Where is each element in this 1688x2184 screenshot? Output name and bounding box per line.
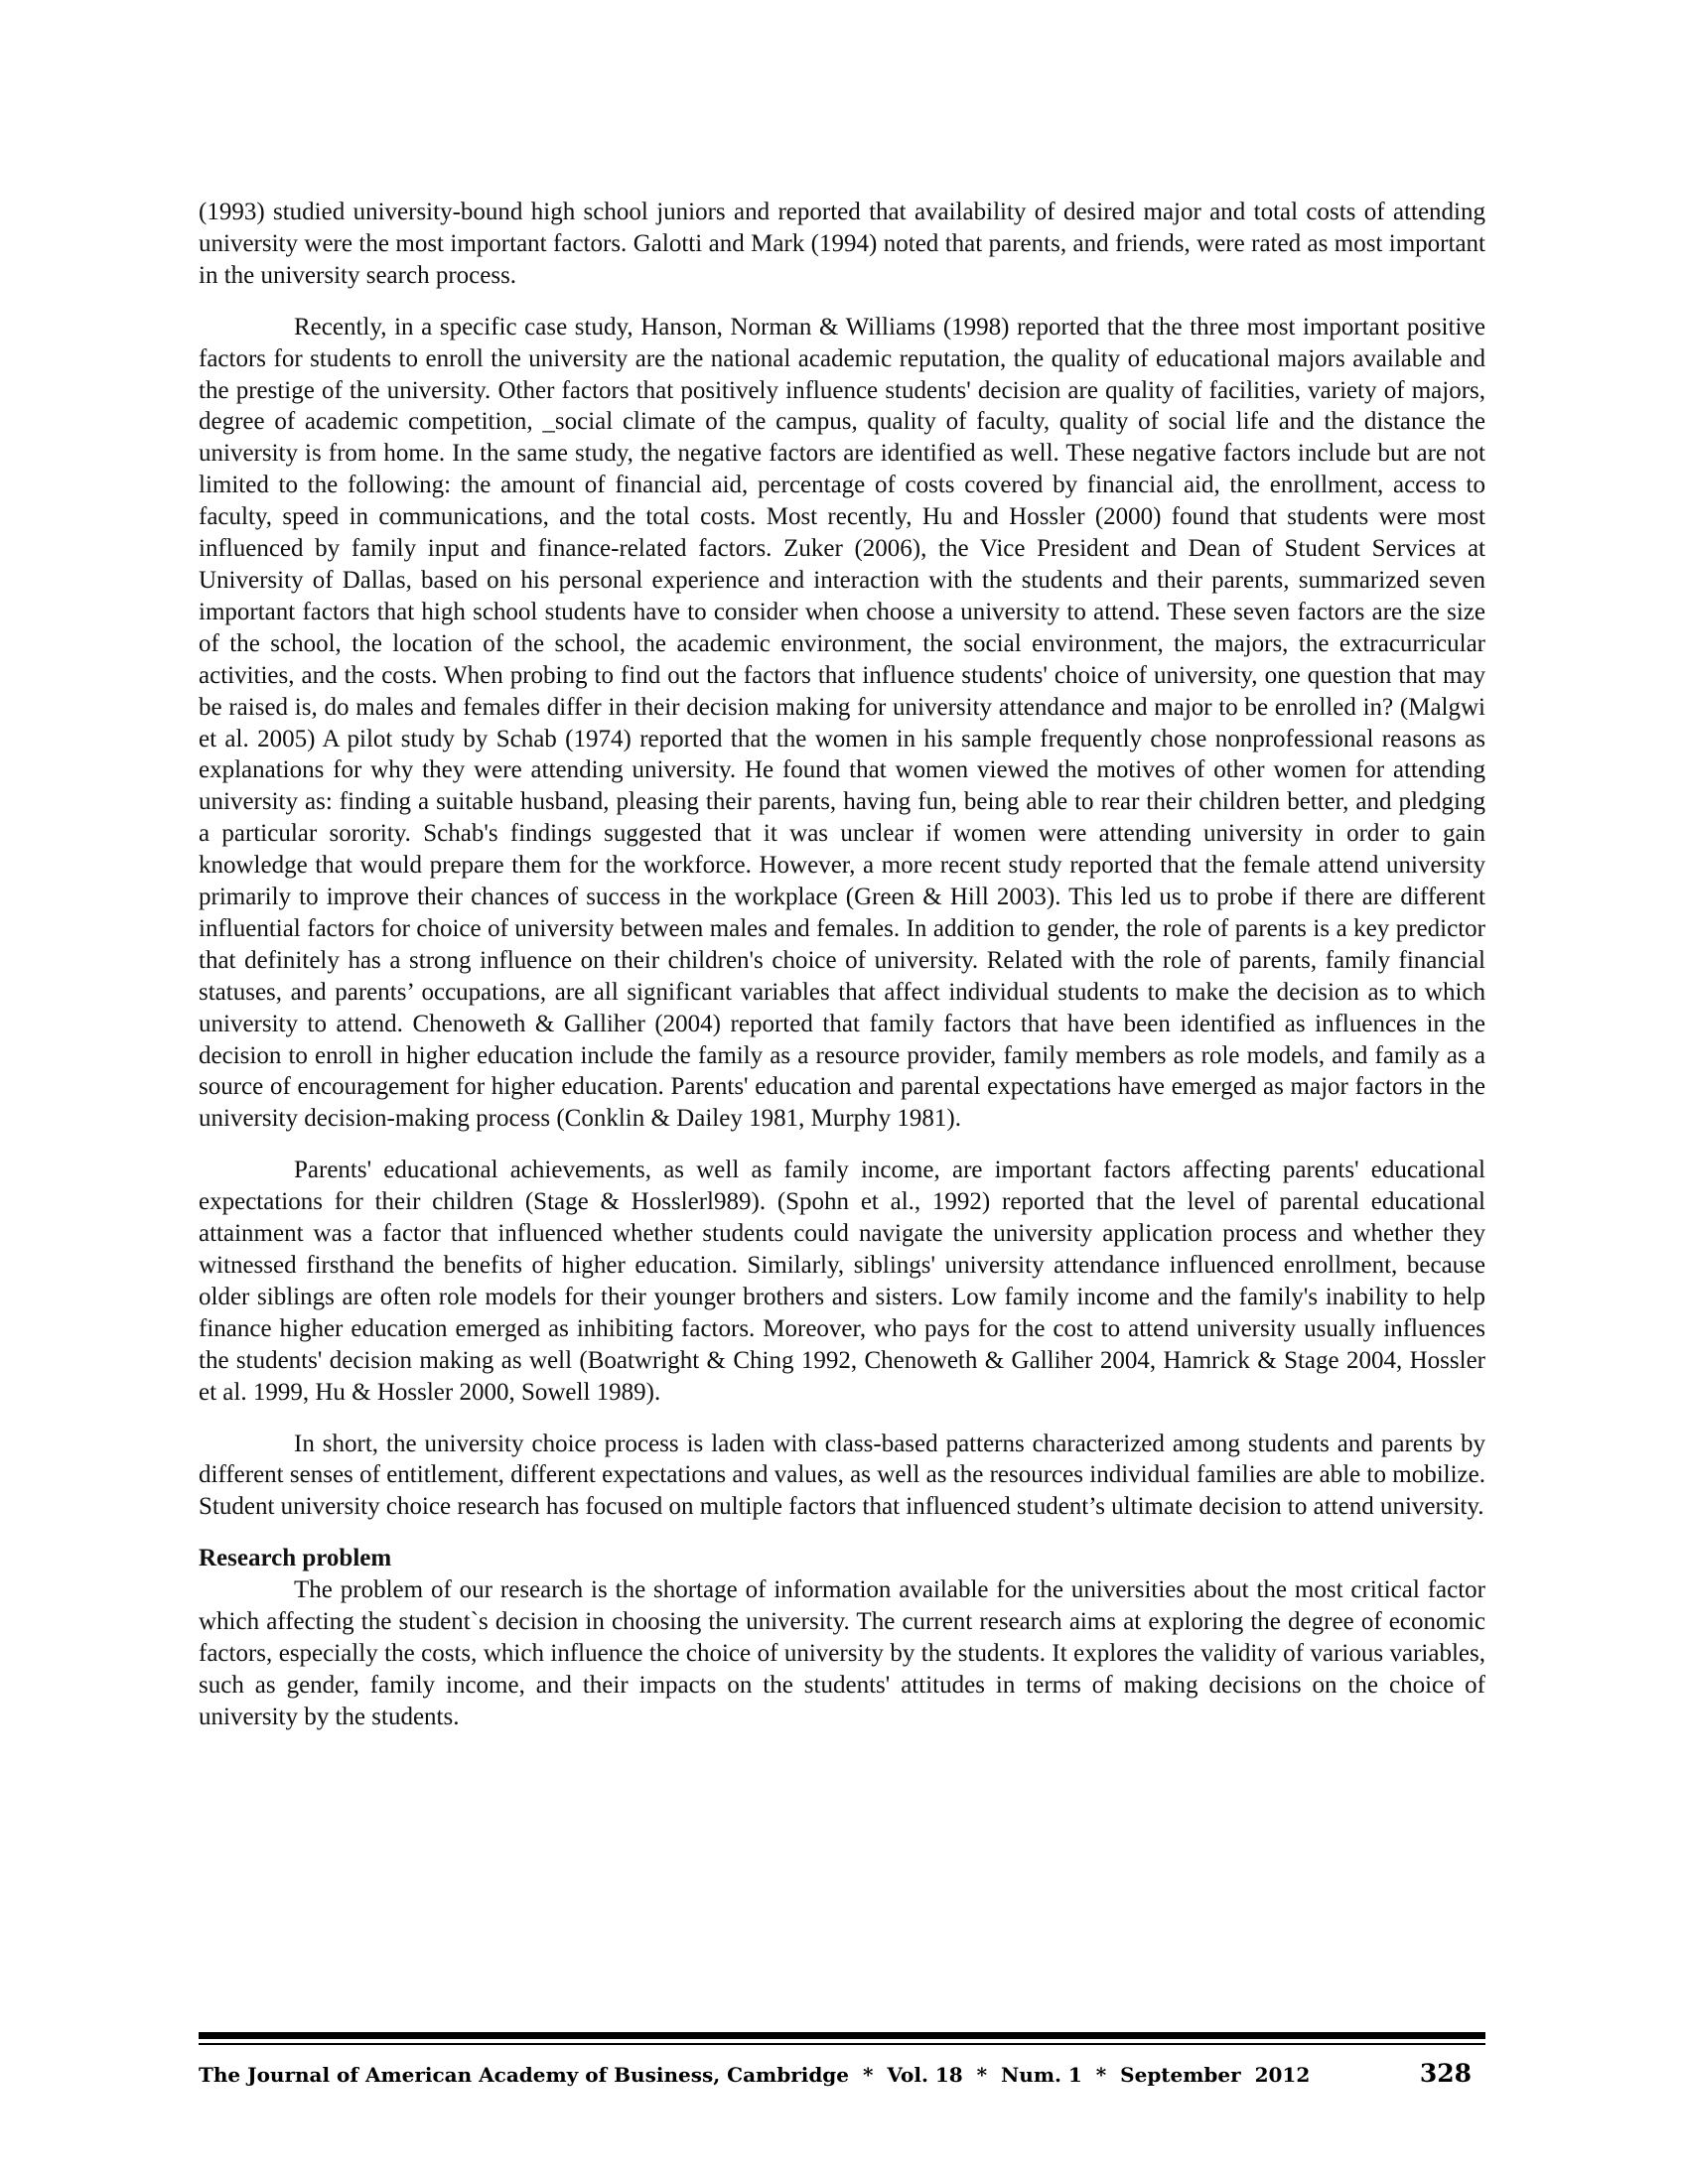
page-number: 328 [1419, 2059, 1472, 2088]
paragraph-3: Parents' educational achievements, as well as family income, are important factors affecting parents' educational expectations for their children (Stage & Hosslerl989). (Spohn et al., 1992) reported that the level of parental educational attainment was a factor that influenced whether students could navigate the university application process and whether they witnessed firsthand the benefits of higher education. Similarly, siblings' university attendance influenced enrollment, because older siblings are often role models for their younger brothers and sisters. Low family income and the family's inability to help finance higher education emerged as inhibiting factors. Moreover, who pays for the cost to attend university usually influences the students' decision making as well (Boatwright & Ching 1992, Chenoweth & Galliher 2004, Hamrick & Stage 2004, Hossler et al. 1999, Hu & Hossler 2000, Sowell 1989). [199, 1157, 1485, 1406]
paragraph-2: Recently, in a specific case study, Hanson, Norman & Williams (1998) reported that the three most important positive factors for students to enroll the university are the national academic reputation, the quality of educational majors available and the prestige of the university. Other factors that positively influence students' decision are quality of facilities, variety of majors, degree of academic competition, _social climate of the campus, quality of faculty, quality of social life and the distance the university is from home. In the same study, the negative factors are identified as well. These negative factors include but are not limited to the following: the amount of financial aid, percentage of costs covered by financial aid, the enrollment, access to faculty, speed in communications, and the total costs. Most recently, Hu and Hossler (2000) found that students were most influenced by family input and finance-related factors. Zuker (2006), the Vice President and Dean of Student Services at University of Dallas, based on his personal experience and interaction with the students and their parents, summarized seven important factors that high school students have to consider when choose a university to attend. These seven factors are the size of the school, the location of the school, the academic environment, the social environment, the majors, the extracurricular activities, and the costs. When probing to find out the factors that influence students' choice of university, one question that may be raised is, do males and females differ in their decision making for university attendance and major to be enrolled in? (Malgwi et al. 2005) A pilot study by Schab (1974) reported that the women in his sample frequently chose nonprofessional reasons as explanations for why they were attending university. He found that women viewed the motives of other women for attending university as: finding a suitable husband, pleasing their parents, having fun, being able to rear their children better, and pledging a particular sorority. Schab's findings suggested that it was unclear if women were attending university in order to gain knowledge that would prepare them for the workforce. However, a more recent study reported that the female attend university primarily to improve their chances of success in the workplace (Green & Hill 2003). This led us to probe if there are different influential factors for choice of university between males and females. In addition to gender, the role of parents is a key predictor that definitely has a strong influence on their children's choice of university. Related with the role of parents, family financial statuses, and parents’ occupations, are all significant variables that affect individual students to make the decision as to which university to attend. Chenoweth & Galliher (2004) reported that family factors that have been identified as influences in the decision to enroll in higher education include the family as a resource provider, family members as role models, and family as a source of encouragement for higher education. Parents' education and parental expectations have emerged as major factors in the university decision-making process (Conklin & Dailey 1981, Murphy 1981). [199, 313, 1485, 1133]
journal-citation: The Journal of American Academy of Business, Cambridge * Vol. 18 * Num. 1 * September 2012 [199, 2063, 1311, 2087]
paragraph-5: The problem of our research is the shortage of information available for the universities about the most critical factor which affecting the student`s decision in choosing the university. The current research aims at exploring the degree of economic factors, especially the costs, which influence the choice of university by the students. It explores the validity of various variables, such as gender, family income, and their impacts on the students' attitudes in terms of making decisions on the choice of university by the students. [199, 1576, 1485, 1730]
footer-rule-thick [199, 2032, 1485, 2039]
paragraph-4: In short, the university choice process is laden with class-based patterns characterized among students and parents by different senses of entitlement, different expectations and values, as well as the resources individual families are able to mobilize. Student university choice research has focused on multiple factors that influenced student’s ultimate decision to attend university. [199, 1430, 1485, 1521]
footer-rule-thin [199, 2043, 1485, 2045]
section-heading: Research problem [199, 1545, 392, 1572]
paragraph-1: (1993) studied university-bound high school juniors and reported that availability of desired major and total costs of attending university were the most important factors. Galotti and Mark (1994) noted that parents, and friends, were rated as most important in the university search process. [199, 199, 1485, 289]
article-body [199, 197, 1485, 1753]
